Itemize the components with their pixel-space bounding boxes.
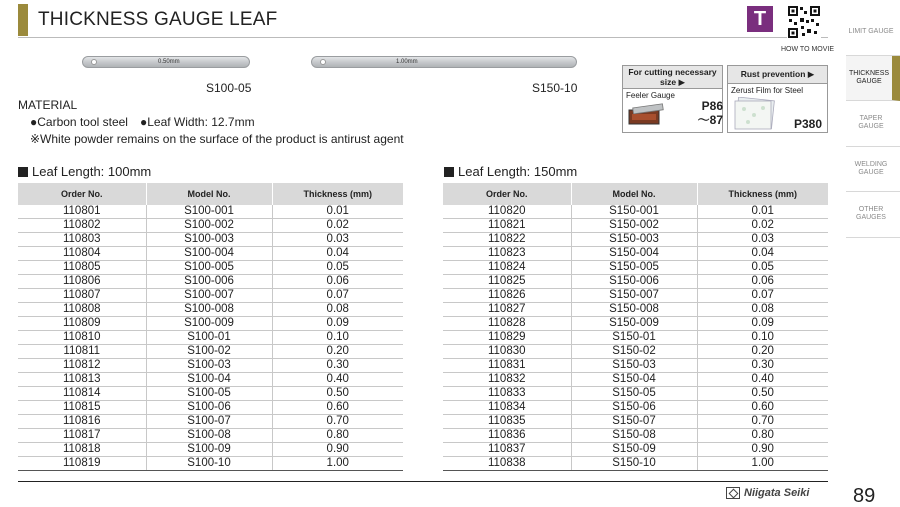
- order-no-cell: 110836: [443, 429, 571, 443]
- table-150-title: [444, 164, 577, 179]
- order-no-cell: 110831: [443, 359, 571, 373]
- order-no-cell: 110827: [443, 303, 571, 317]
- model-no-cell: S100-009: [146, 317, 272, 331]
- leaf-engraving: 0.50mm: [158, 59, 180, 65]
- order-no-cell: 110818: [18, 443, 146, 457]
- model-no-cell: S150-02: [571, 345, 697, 359]
- model-no-cell: S100-002: [146, 219, 272, 233]
- model-no-cell: S100-004: [146, 247, 272, 261]
- model-no-cell: S100-008: [146, 303, 272, 317]
- sidenav-item-thickness-gauge[interactable]: THICKNESS GAUGE: [846, 56, 900, 102]
- model-no-cell: S150-002: [571, 219, 697, 233]
- table-row: [18, 401, 403, 415]
- thickness-cell: 0.02: [697, 219, 828, 233]
- table-row: [443, 317, 828, 331]
- table-row: [18, 387, 403, 401]
- col-thickness: Thickness (mm): [697, 183, 828, 205]
- model-no-cell: S100-001: [146, 205, 272, 219]
- model-no-cell: S100-06: [146, 401, 272, 415]
- model-no-cell: S150-10: [571, 457, 697, 471]
- thickness-cell: 0.07: [697, 289, 828, 303]
- order-no-cell: 110809: [18, 317, 146, 331]
- model-no-cell: S150-006: [571, 275, 697, 289]
- order-no-cell: 110837: [443, 443, 571, 457]
- table-row: [443, 205, 828, 219]
- thickness-cell: 0.60: [697, 401, 828, 415]
- table-title-text: Leaf Length: 150mm: [458, 164, 578, 179]
- table-row: [18, 233, 403, 247]
- ref-rust-prevention[interactable]: [727, 65, 828, 133]
- thickness-cell: 0.50: [697, 387, 828, 401]
- table-row: [18, 317, 403, 331]
- order-no-cell: 110805: [18, 261, 146, 275]
- model-no-cell: S150-007: [571, 289, 697, 303]
- thickness-cell: 0.20: [272, 345, 403, 359]
- order-no-cell: 110834: [443, 401, 571, 415]
- table-row: [18, 205, 403, 219]
- table-row: [18, 275, 403, 289]
- order-no-cell: 110808: [18, 303, 146, 317]
- material-line-2: ※White powder remains on the surface of the product is antirust agent: [30, 132, 404, 146]
- order-no-cell: 110815: [18, 401, 146, 415]
- page-header: [18, 4, 277, 36]
- leaf-100-image: [82, 56, 250, 68]
- col-model-no: Model No.: [571, 183, 697, 205]
- thickness-cell: 0.07: [272, 289, 403, 303]
- thickness-cell: 0.05: [697, 261, 828, 275]
- order-no-cell: 110823: [443, 247, 571, 261]
- model-no-cell: S100-01: [146, 331, 272, 345]
- thickness-cell: 0.02: [272, 219, 403, 233]
- model-no-cell: S100-05: [146, 387, 272, 401]
- ref-header: For cutting necessary size ▶: [623, 66, 722, 89]
- table-row: [18, 261, 403, 275]
- table-row: [18, 457, 403, 471]
- title-divider: [18, 37, 828, 38]
- order-no-cell: 110807: [18, 289, 146, 303]
- table-row: [443, 401, 828, 415]
- thickness-cell: 0.50: [272, 387, 403, 401]
- model-no-cell: S150-003: [571, 233, 697, 247]
- model-no-cell: S100-02: [146, 345, 272, 359]
- thickness-cell: 0.06: [697, 275, 828, 289]
- model-no-cell: S100-03: [146, 359, 272, 373]
- thickness-cell: 0.08: [697, 303, 828, 317]
- table-row: [443, 219, 828, 233]
- zerust-film-icon: [734, 97, 778, 131]
- page-title: THICKNESS GAUGE LEAF: [38, 9, 278, 30]
- thickness-cell: 0.01: [697, 205, 828, 219]
- table-row: [443, 289, 828, 303]
- model-no-cell: S100-006: [146, 275, 272, 289]
- order-no-cell: 110804: [18, 247, 146, 261]
- model-no-cell: S150-005: [571, 261, 697, 275]
- thickness-cell: 0.80: [697, 429, 828, 443]
- order-no-cell: 110806: [18, 275, 146, 289]
- order-no-cell: 110821: [443, 219, 571, 233]
- table-row: [443, 359, 828, 373]
- title-accent-bar: [18, 4, 28, 36]
- ref-subtitle: Zerust Film for Steel: [731, 86, 804, 95]
- thickness-cell: 0.40: [272, 373, 403, 387]
- thickness-cell: 0.20: [697, 345, 828, 359]
- order-no-cell: 110825: [443, 275, 571, 289]
- thickness-cell: 0.70: [272, 415, 403, 429]
- model-no-cell: S150-05: [571, 387, 697, 401]
- model-no-cell: S100-007: [146, 289, 272, 303]
- model-no-cell: S150-004: [571, 247, 697, 261]
- ref-page: P86 ～87: [697, 99, 723, 127]
- model-no-cell: S150-06: [571, 401, 697, 415]
- side-navigation: [846, 10, 900, 238]
- model-no-cell: S100-04: [146, 373, 272, 387]
- model-no-cell: S100-10: [146, 457, 272, 471]
- order-no-cell: 110817: [18, 429, 146, 443]
- thickness-cell: 0.04: [697, 247, 828, 261]
- order-no-cell: 110813: [18, 373, 146, 387]
- order-no-cell: 110830: [443, 345, 571, 359]
- table-row: [443, 261, 828, 275]
- col-order-no: Order No.: [443, 183, 571, 205]
- thickness-cell: 0.06: [272, 275, 403, 289]
- table-row: [443, 345, 828, 359]
- col-order-no: Order No.: [18, 183, 146, 205]
- thickness-cell: 0.60: [272, 401, 403, 415]
- material-line-1: ●Carbon tool steel ●Leaf Width: 12.7mm: [30, 115, 255, 129]
- order-no-cell: 110810: [18, 331, 146, 345]
- thickness-cell: 1.00: [697, 457, 828, 471]
- table-row: [443, 373, 828, 387]
- thickness-cell: 0.80: [272, 429, 403, 443]
- model-no-cell: S100-07: [146, 415, 272, 429]
- thickness-cell: 0.30: [272, 359, 403, 373]
- feeler-gauge-icon: [627, 100, 667, 130]
- order-no-cell: 110824: [443, 261, 571, 275]
- table-row: [18, 331, 403, 345]
- order-no-cell: 110811: [18, 345, 146, 359]
- sidenav-item-welding-gauge[interactable]: WELDING GAUGE: [846, 147, 900, 193]
- order-no-cell: 110802: [18, 219, 146, 233]
- thickness-cell: 0.09: [272, 317, 403, 331]
- thickness-cell: 0.08: [272, 303, 403, 317]
- table-row: [18, 359, 403, 373]
- thickness-cell: 0.03: [272, 233, 403, 247]
- model-no-cell: S150-08: [571, 429, 697, 443]
- table-row: [443, 247, 828, 261]
- ref-subtitle: Feeler Gauge: [626, 91, 675, 100]
- leaf-100-caption: S100-05: [206, 81, 252, 95]
- table-row: [443, 457, 828, 471]
- order-no-cell: 110801: [18, 205, 146, 219]
- bullet-square-icon: [18, 167, 28, 177]
- model-no-cell: S150-009: [571, 317, 697, 331]
- model-no-cell: S150-07: [571, 415, 697, 429]
- thickness-cell: 0.40: [697, 373, 828, 387]
- order-no-cell: 110835: [443, 415, 571, 429]
- order-no-cell: 110832: [443, 373, 571, 387]
- thickness-cell: 0.30: [697, 359, 828, 373]
- order-no-cell: 110820: [443, 205, 571, 219]
- table-row: [443, 331, 828, 345]
- order-no-cell: 110803: [18, 233, 146, 247]
- thickness-cell: 0.90: [272, 443, 403, 457]
- ref-feeler-gauge[interactable]: [622, 65, 723, 133]
- table-row: [18, 219, 403, 233]
- material-heading: MATERIAL: [18, 98, 78, 112]
- model-no-cell: S150-09: [571, 443, 697, 457]
- leaf-hole: [91, 59, 97, 65]
- model-no-cell: S150-04: [571, 373, 697, 387]
- table-row: [18, 373, 403, 387]
- table-row: [18, 303, 403, 317]
- brand-mark-icon: [726, 487, 740, 499]
- table-row: [18, 415, 403, 429]
- leaf-150-image: [311, 56, 577, 68]
- thickness-cell: 0.70: [697, 415, 828, 429]
- table-100-title: [18, 164, 151, 179]
- thickness-cell: 0.90: [697, 443, 828, 457]
- footer-divider: [18, 481, 828, 482]
- table-row: [443, 303, 828, 317]
- thickness-cell: 0.04: [272, 247, 403, 261]
- table-row: [443, 275, 828, 289]
- table-row: [443, 415, 828, 429]
- model-no-cell: S150-001: [571, 205, 697, 219]
- sidenav-item-other-gauges[interactable]: OTHER GAUGES: [846, 192, 900, 238]
- thickness-cell: 1.00: [272, 457, 403, 471]
- order-no-cell: 110828: [443, 317, 571, 331]
- leaf-engraving: 1.00mm: [396, 59, 418, 65]
- model-no-cell: S150-03: [571, 359, 697, 373]
- table-row: [18, 443, 403, 457]
- order-no-cell: 110838: [443, 457, 571, 471]
- model-no-cell: S100-08: [146, 429, 272, 443]
- spec-table-150: [443, 183, 828, 471]
- table-row: [443, 233, 828, 247]
- brand-logo: [726, 487, 809, 499]
- thickness-cell: 0.10: [272, 331, 403, 345]
- leaf-150-caption: S150-10: [532, 81, 578, 95]
- order-no-cell: 110833: [443, 387, 571, 401]
- model-no-cell: S150-008: [571, 303, 697, 317]
- order-no-cell: 110819: [18, 457, 146, 471]
- ref-page: P380: [794, 117, 823, 131]
- table-title-text: Leaf Length: 100mm: [32, 164, 152, 179]
- brand-name: Niigata Seiki: [744, 487, 810, 499]
- thickness-cell: 0.09: [697, 317, 828, 331]
- model-no-cell: S150-01: [571, 331, 697, 345]
- leaf-hole: [320, 59, 326, 65]
- table-row: [18, 289, 403, 303]
- sidenav-item-limit-gauge[interactable]: LIMIT GAUGE: [846, 10, 900, 56]
- table-row: [443, 443, 828, 457]
- spec-table-100: [18, 183, 403, 471]
- order-no-cell: 110822: [443, 233, 571, 247]
- order-no-cell: 110814: [18, 387, 146, 401]
- table-row: [18, 345, 403, 359]
- model-no-cell: S100-09: [146, 443, 272, 457]
- ref-header: Rust prevention ▶: [728, 66, 827, 84]
- order-no-cell: 110812: [18, 359, 146, 373]
- thickness-cell: 0.01: [272, 205, 403, 219]
- order-no-cell: 110816: [18, 415, 146, 429]
- col-thickness: Thickness (mm): [272, 183, 403, 205]
- sidenav-item-taper-gauge[interactable]: TAPER GAUGE: [846, 101, 900, 147]
- bullet-square-icon: [444, 167, 454, 177]
- order-no-cell: 110826: [443, 289, 571, 303]
- table-row: [443, 387, 828, 401]
- material-section: [18, 97, 404, 148]
- col-model-no: Model No.: [146, 183, 272, 205]
- thickness-cell: 0.05: [272, 261, 403, 275]
- table-row: [18, 429, 403, 443]
- order-no-cell: 110829: [443, 331, 571, 345]
- qr-code-icon[interactable]: [787, 5, 821, 39]
- category-badge: T: [747, 6, 773, 32]
- thickness-cell: 0.10: [697, 331, 828, 345]
- model-no-cell: S100-003: [146, 233, 272, 247]
- thickness-cell: 0.03: [697, 233, 828, 247]
- table-row: [443, 429, 828, 443]
- model-no-cell: S100-005: [146, 261, 272, 275]
- table-row: [18, 247, 403, 261]
- how-to-movie-label[interactable]: HOW TO MOVIE: [781, 46, 835, 53]
- page-number: 89: [853, 485, 876, 507]
